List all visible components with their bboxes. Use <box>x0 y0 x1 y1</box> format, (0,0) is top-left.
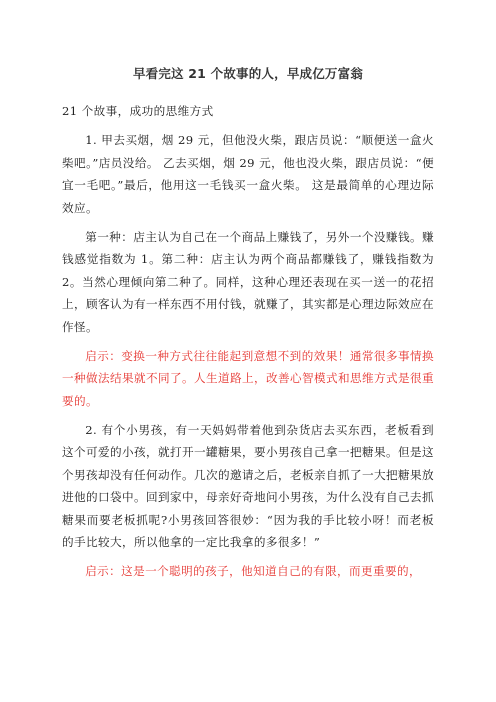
document-body <box>62 100 434 589</box>
paragraph-story-2-insight: 启示：这是一个聪明的孩子，他知道自己的有限，而更重要的， <box>85 564 422 578</box>
paragraph-story-1-insight: 启示：变换一种方式往往能起到意想不到的效果！通常很多事情换一种做法结果就不同了。人生道路上，改善心智模式和思维方式是很重要的。 <box>62 348 434 408</box>
document-title: 早看完这 21 个故事的人，早成亿万富翁 <box>132 66 364 81</box>
paragraph-story-2: 2. 有个小男孩，有一天妈妈带着他到杂货店去买东西，老板看到这个可爱的小孩，就打开一罐糖果，要小男孩自己拿一把糖果。但是这个男孩却没有任何动作。几次的邀请之后，老板亲自抓了一大把糖果放进他的口袋中。回到家中，母亲好奇地问小男孩，为什么没有自己去抓糖果而要老板抓呢?小男孩回答很妙：“因为我的手比较小呀！而老板的手比较大，所以他拿的一定比我拿的多很多！” <box>62 422 434 549</box>
paragraph-story-1: 1. 甲去买烟，烟 29 元，但他没火柴，跟店员说：“顺便送一盒火柴吧。”店员没给。 乙去买烟，烟 29 元，他也没火柴，跟店员说：“便宜一毛吧。”最后，他用这一毛钱买一盒火柴。 这是最简单的心理边际效应。 <box>62 133 434 215</box>
document-subheading: 21 个故事，成功的思维方式 <box>62 104 214 118</box>
paragraph-story-1-analysis: 第一种：店主认为自己在一个商品上赚钱了，另外一个没赚钱。赚钱感觉指数为 1。第二种：店主认为两个商品都赚钱了，赚钱指数为 2。当然心理倾向第二种了。同样，这种心理还表现在买一送一的花招上，顾客认为有一样东西不用付钱，就赚了，其实都是心理边际效应在作怪。 <box>62 229 434 334</box>
